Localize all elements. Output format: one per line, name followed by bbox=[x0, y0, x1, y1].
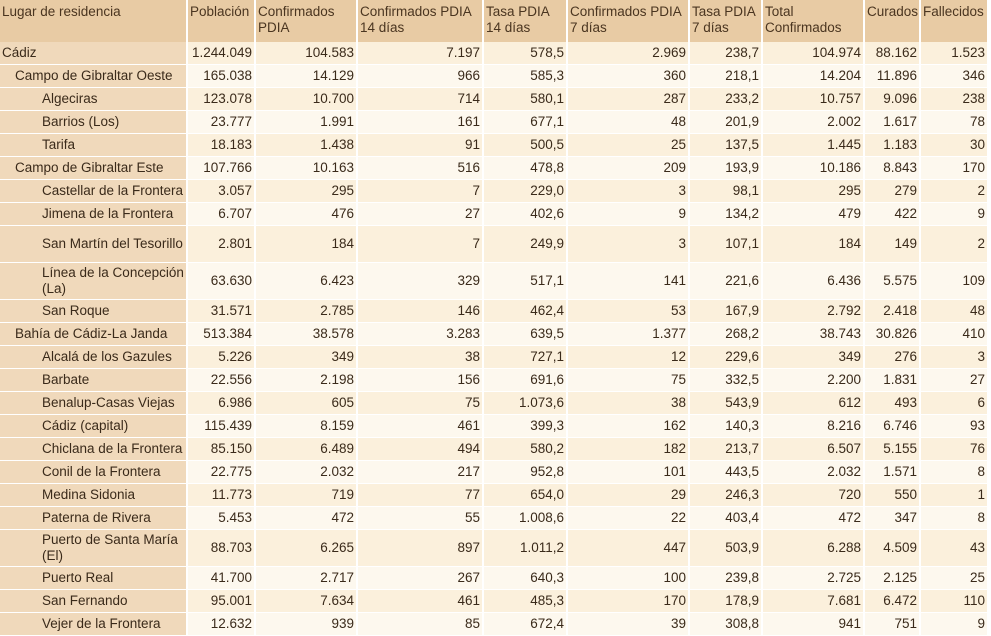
value-cell: 8 bbox=[921, 461, 987, 484]
table-row bbox=[0, 484, 987, 507]
value-cell: 8 bbox=[921, 507, 987, 530]
value-cell: 443,5 bbox=[690, 461, 761, 484]
value-cell: 239,8 bbox=[690, 567, 761, 590]
row-name-cell: Chiclana de la Frontera bbox=[0, 438, 186, 461]
value-cell: 10.700 bbox=[256, 88, 356, 111]
table-row bbox=[0, 369, 987, 392]
value-cell: 167,9 bbox=[690, 300, 761, 323]
value-cell: 493 bbox=[865, 392, 919, 415]
table-row bbox=[0, 461, 987, 484]
value-cell: 182 bbox=[568, 438, 688, 461]
value-cell: 476 bbox=[256, 203, 356, 226]
value-cell: 2.785 bbox=[256, 300, 356, 323]
value-cell: 95.001 bbox=[188, 590, 254, 613]
table-row bbox=[0, 111, 987, 134]
row-name-cell: Medina Sidonia bbox=[0, 484, 186, 507]
value-cell: 161 bbox=[358, 111, 482, 134]
value-cell: 123.078 bbox=[188, 88, 254, 111]
value-cell: 612 bbox=[763, 392, 863, 415]
table-body bbox=[0, 42, 987, 636]
value-cell: 472 bbox=[256, 507, 356, 530]
table-row bbox=[0, 42, 987, 65]
table-row bbox=[0, 203, 987, 226]
value-cell: 7.681 bbox=[763, 590, 863, 613]
value-cell: 1.571 bbox=[865, 461, 919, 484]
value-cell: 346 bbox=[921, 65, 987, 88]
value-cell: 1.991 bbox=[256, 111, 356, 134]
value-cell: 6.436 bbox=[763, 263, 863, 300]
value-cell: 27 bbox=[921, 369, 987, 392]
value-cell: 149 bbox=[865, 226, 919, 263]
value-cell: 640,3 bbox=[484, 567, 566, 590]
value-cell: 8.216 bbox=[763, 415, 863, 438]
column-header[interactable]: Confirmados PDIA 14 días bbox=[358, 0, 482, 42]
value-cell: 41.700 bbox=[188, 567, 254, 590]
value-cell: 5.155 bbox=[865, 438, 919, 461]
value-cell: 727,1 bbox=[484, 346, 566, 369]
value-cell: 229,6 bbox=[690, 346, 761, 369]
table-row bbox=[0, 415, 987, 438]
value-cell: 5.575 bbox=[865, 263, 919, 300]
value-cell: 500,5 bbox=[484, 134, 566, 157]
row-name-cell: San Martín del Tesorillo bbox=[0, 226, 186, 263]
column-header[interactable]: Confirmados PDIA 7 días bbox=[568, 0, 688, 42]
value-cell: 217 bbox=[358, 461, 482, 484]
value-cell: 6.746 bbox=[865, 415, 919, 438]
value-cell: 332,5 bbox=[690, 369, 761, 392]
column-header[interactable]: Tasa PDIA 7 días bbox=[690, 0, 761, 42]
row-name-cell: Cádiz (capital) bbox=[0, 415, 186, 438]
value-cell: 1.617 bbox=[865, 111, 919, 134]
value-cell: 134,2 bbox=[690, 203, 761, 226]
value-cell: 897 bbox=[358, 530, 482, 567]
value-cell: 6.423 bbox=[256, 263, 356, 300]
value-cell: 38.743 bbox=[763, 323, 863, 346]
row-name-cell: San Roque bbox=[0, 300, 186, 323]
value-cell: 3 bbox=[568, 180, 688, 203]
table-row bbox=[0, 134, 987, 157]
value-cell: 12.632 bbox=[188, 613, 254, 636]
value-cell: 2.032 bbox=[256, 461, 356, 484]
value-cell: 25 bbox=[921, 567, 987, 590]
value-cell: 503,9 bbox=[690, 530, 761, 567]
value-cell: 22.775 bbox=[188, 461, 254, 484]
value-cell: 88.703 bbox=[188, 530, 254, 567]
row-name-cell: Puerto de Santa María (El) bbox=[0, 530, 186, 567]
row-name-cell: San Fernando bbox=[0, 590, 186, 613]
table-row bbox=[0, 438, 987, 461]
value-cell: 170 bbox=[568, 590, 688, 613]
value-cell: 85 bbox=[358, 613, 482, 636]
value-cell: 170 bbox=[921, 157, 987, 180]
value-cell: 29 bbox=[568, 484, 688, 507]
value-cell: 1.073,6 bbox=[484, 392, 566, 415]
value-cell: 184 bbox=[763, 226, 863, 263]
value-cell: 1.011,2 bbox=[484, 530, 566, 567]
value-cell: 104.583 bbox=[256, 42, 356, 65]
row-name-cell: Paterna de Rivera bbox=[0, 507, 186, 530]
table-row bbox=[0, 323, 987, 346]
value-cell: 677,1 bbox=[484, 111, 566, 134]
value-cell: 53 bbox=[568, 300, 688, 323]
table-row bbox=[0, 567, 987, 590]
value-cell: 229,0 bbox=[484, 180, 566, 203]
value-cell: 98,1 bbox=[690, 180, 761, 203]
value-cell: 39 bbox=[568, 613, 688, 636]
value-cell: 410 bbox=[921, 323, 987, 346]
value-cell: 140,3 bbox=[690, 415, 761, 438]
row-name-cell: Campo de Gibraltar Oeste bbox=[0, 65, 186, 88]
value-cell: 9 bbox=[568, 203, 688, 226]
value-cell: 7.634 bbox=[256, 590, 356, 613]
value-cell: 5.453 bbox=[188, 507, 254, 530]
table-row bbox=[0, 300, 987, 323]
table-row bbox=[0, 263, 987, 300]
row-name-cell: Vejer de la Frontera bbox=[0, 613, 186, 636]
value-cell: 75 bbox=[358, 392, 482, 415]
value-cell: 461 bbox=[358, 590, 482, 613]
value-cell: 11.773 bbox=[188, 484, 254, 507]
value-cell: 3 bbox=[921, 346, 987, 369]
value-cell: 104.974 bbox=[763, 42, 863, 65]
value-cell: 719 bbox=[256, 484, 356, 507]
value-cell: 6.489 bbox=[256, 438, 356, 461]
row-name-cell: Tarifa bbox=[0, 134, 186, 157]
table-row bbox=[0, 392, 987, 415]
value-cell: 27 bbox=[358, 203, 482, 226]
value-cell: 8.843 bbox=[865, 157, 919, 180]
table-row bbox=[0, 65, 987, 88]
value-cell: 6.288 bbox=[763, 530, 863, 567]
value-cell: 1.831 bbox=[865, 369, 919, 392]
value-cell: 178,9 bbox=[690, 590, 761, 613]
header-row bbox=[0, 0, 987, 42]
value-cell: 30 bbox=[921, 134, 987, 157]
row-name-cell: Benalup-Casas Viejas bbox=[0, 392, 186, 415]
table-row bbox=[0, 180, 987, 203]
row-name-cell: Barbate bbox=[0, 369, 186, 392]
value-cell: 1.438 bbox=[256, 134, 356, 157]
value-cell: 6.472 bbox=[865, 590, 919, 613]
value-cell: 422 bbox=[865, 203, 919, 226]
table-row bbox=[0, 613, 987, 636]
value-cell: 403,4 bbox=[690, 507, 761, 530]
value-cell: 279 bbox=[865, 180, 919, 203]
value-cell: 5.226 bbox=[188, 346, 254, 369]
value-cell: 2.969 bbox=[568, 42, 688, 65]
value-cell: 165.038 bbox=[188, 65, 254, 88]
column-header[interactable]: Total Confirmados bbox=[763, 0, 863, 42]
value-cell: 25 bbox=[568, 134, 688, 157]
value-cell: 517,1 bbox=[484, 263, 566, 300]
row-name-cell: Puerto Real bbox=[0, 567, 186, 590]
value-cell: 9.096 bbox=[865, 88, 919, 111]
row-name-cell: Jimena de la Frontera bbox=[0, 203, 186, 226]
value-cell: 966 bbox=[358, 65, 482, 88]
value-cell: 939 bbox=[256, 613, 356, 636]
value-cell: 1.523 bbox=[921, 42, 987, 65]
value-cell: 639,5 bbox=[484, 323, 566, 346]
value-cell: 48 bbox=[921, 300, 987, 323]
value-cell: 2.792 bbox=[763, 300, 863, 323]
value-cell: 88.162 bbox=[865, 42, 919, 65]
value-cell: 1.445 bbox=[763, 134, 863, 157]
value-cell: 91 bbox=[358, 134, 482, 157]
value-cell: 209 bbox=[568, 157, 688, 180]
table-row bbox=[0, 346, 987, 369]
value-cell: 109 bbox=[921, 263, 987, 300]
value-cell: 2.032 bbox=[763, 461, 863, 484]
value-cell: 1 bbox=[921, 484, 987, 507]
value-cell: 14.204 bbox=[763, 65, 863, 88]
value-cell: 513.384 bbox=[188, 323, 254, 346]
table-row bbox=[0, 507, 987, 530]
value-cell: 31.571 bbox=[188, 300, 254, 323]
value-cell: 3.283 bbox=[358, 323, 482, 346]
value-cell: 23.777 bbox=[188, 111, 254, 134]
value-cell: 201,9 bbox=[690, 111, 761, 134]
value-cell: 2.198 bbox=[256, 369, 356, 392]
column-header[interactable]: Fallecidos bbox=[921, 0, 987, 42]
value-cell: 107.766 bbox=[188, 157, 254, 180]
value-cell: 672,4 bbox=[484, 613, 566, 636]
value-cell: 7.197 bbox=[358, 42, 482, 65]
value-cell: 14.129 bbox=[256, 65, 356, 88]
value-cell: 941 bbox=[763, 613, 863, 636]
value-cell: 238,7 bbox=[690, 42, 761, 65]
value-cell: 2 bbox=[921, 226, 987, 263]
value-cell: 2.125 bbox=[865, 567, 919, 590]
row-name-cell: Línea de la Concepción (La) bbox=[0, 263, 186, 300]
value-cell: 22 bbox=[568, 507, 688, 530]
value-cell: 10.757 bbox=[763, 88, 863, 111]
value-cell: 6.707 bbox=[188, 203, 254, 226]
value-cell: 360 bbox=[568, 65, 688, 88]
value-cell: 461 bbox=[358, 415, 482, 438]
value-cell: 93 bbox=[921, 415, 987, 438]
value-cell: 516 bbox=[358, 157, 482, 180]
value-cell: 1.008,6 bbox=[484, 507, 566, 530]
value-cell: 141 bbox=[568, 263, 688, 300]
value-cell: 63.630 bbox=[188, 263, 254, 300]
value-cell: 402,6 bbox=[484, 203, 566, 226]
value-cell: 6 bbox=[921, 392, 987, 415]
value-cell: 8.159 bbox=[256, 415, 356, 438]
value-cell: 550 bbox=[865, 484, 919, 507]
value-cell: 75 bbox=[568, 369, 688, 392]
value-cell: 146 bbox=[358, 300, 482, 323]
value-cell: 276 bbox=[865, 346, 919, 369]
value-cell: 447 bbox=[568, 530, 688, 567]
column-header[interactable]: Tasa PDIA 14 días bbox=[484, 0, 566, 42]
value-cell: 10.186 bbox=[763, 157, 863, 180]
row-name-cell: Conil de la Frontera bbox=[0, 461, 186, 484]
value-cell: 238 bbox=[921, 88, 987, 111]
value-cell: 6.265 bbox=[256, 530, 356, 567]
value-cell: 107,1 bbox=[690, 226, 761, 263]
value-cell: 308,8 bbox=[690, 613, 761, 636]
value-cell: 7 bbox=[358, 226, 482, 263]
value-cell: 137,5 bbox=[690, 134, 761, 157]
value-cell: 751 bbox=[865, 613, 919, 636]
value-cell: 3.057 bbox=[188, 180, 254, 203]
value-cell: 213,7 bbox=[690, 438, 761, 461]
row-name-cell: Alcalá de los Gazules bbox=[0, 346, 186, 369]
value-cell: 22.556 bbox=[188, 369, 254, 392]
value-cell: 101 bbox=[568, 461, 688, 484]
value-cell: 156 bbox=[358, 369, 482, 392]
table-row bbox=[0, 157, 987, 180]
value-cell: 485,3 bbox=[484, 590, 566, 613]
row-name-cell: Campo de Gibraltar Este bbox=[0, 157, 186, 180]
value-cell: 349 bbox=[763, 346, 863, 369]
value-cell: 295 bbox=[763, 180, 863, 203]
value-cell: 654,0 bbox=[484, 484, 566, 507]
value-cell: 585,3 bbox=[484, 65, 566, 88]
column-header[interactable]: Confirmados PDIA bbox=[256, 0, 356, 42]
value-cell: 4.509 bbox=[865, 530, 919, 567]
value-cell: 714 bbox=[358, 88, 482, 111]
value-cell: 48 bbox=[568, 111, 688, 134]
value-cell: 249,9 bbox=[484, 226, 566, 263]
value-cell: 9 bbox=[921, 613, 987, 636]
value-cell: 7 bbox=[358, 180, 482, 203]
value-cell: 10.163 bbox=[256, 157, 356, 180]
value-cell: 691,6 bbox=[484, 369, 566, 392]
value-cell: 268,2 bbox=[690, 323, 761, 346]
value-cell: 479 bbox=[763, 203, 863, 226]
value-cell: 76 bbox=[921, 438, 987, 461]
value-cell: 12 bbox=[568, 346, 688, 369]
value-cell: 543,9 bbox=[690, 392, 761, 415]
value-cell: 952,8 bbox=[484, 461, 566, 484]
value-cell: 193,9 bbox=[690, 157, 761, 180]
row-name-cell: Algeciras bbox=[0, 88, 186, 111]
row-name-cell: Barrios (Los) bbox=[0, 111, 186, 134]
value-cell: 77 bbox=[358, 484, 482, 507]
value-cell: 9 bbox=[921, 203, 987, 226]
value-cell: 2.200 bbox=[763, 369, 863, 392]
value-cell: 38.578 bbox=[256, 323, 356, 346]
value-cell: 399,3 bbox=[484, 415, 566, 438]
value-cell: 110 bbox=[921, 590, 987, 613]
value-cell: 6.986 bbox=[188, 392, 254, 415]
value-cell: 2.002 bbox=[763, 111, 863, 134]
value-cell: 30.826 bbox=[865, 323, 919, 346]
value-cell: 115.439 bbox=[188, 415, 254, 438]
row-name-cell: Castellar de la Frontera bbox=[0, 180, 186, 203]
value-cell: 38 bbox=[568, 392, 688, 415]
value-cell: 246,3 bbox=[690, 484, 761, 507]
value-cell: 347 bbox=[865, 507, 919, 530]
value-cell: 349 bbox=[256, 346, 356, 369]
value-cell: 329 bbox=[358, 263, 482, 300]
value-cell: 18.183 bbox=[188, 134, 254, 157]
table-row bbox=[0, 226, 987, 263]
value-cell: 100 bbox=[568, 567, 688, 590]
table-row bbox=[0, 590, 987, 613]
value-cell: 233,2 bbox=[690, 88, 761, 111]
value-cell: 85.150 bbox=[188, 438, 254, 461]
value-cell: 43 bbox=[921, 530, 987, 567]
value-cell: 2 bbox=[921, 180, 987, 203]
value-cell: 267 bbox=[358, 567, 482, 590]
value-cell: 1.377 bbox=[568, 323, 688, 346]
column-header[interactable]: Lugar de residencia bbox=[0, 0, 186, 42]
value-cell: 2.717 bbox=[256, 567, 356, 590]
value-cell: 11.896 bbox=[865, 65, 919, 88]
value-cell: 494 bbox=[358, 438, 482, 461]
value-cell: 295 bbox=[256, 180, 356, 203]
value-cell: 218,1 bbox=[690, 65, 761, 88]
value-cell: 478,8 bbox=[484, 157, 566, 180]
table-row bbox=[0, 88, 987, 111]
value-cell: 578,5 bbox=[484, 42, 566, 65]
value-cell: 580,1 bbox=[484, 88, 566, 111]
value-cell: 1.244.049 bbox=[188, 42, 254, 65]
column-header[interactable]: Curados bbox=[865, 0, 919, 42]
value-cell: 287 bbox=[568, 88, 688, 111]
value-cell: 38 bbox=[358, 346, 482, 369]
value-cell: 605 bbox=[256, 392, 356, 415]
table-row bbox=[0, 530, 987, 567]
value-cell: 472 bbox=[763, 507, 863, 530]
value-cell: 184 bbox=[256, 226, 356, 263]
row-name-cell: Bahía de Cádiz-La Janda bbox=[0, 323, 186, 346]
column-header[interactable]: Población bbox=[188, 0, 254, 42]
value-cell: 162 bbox=[568, 415, 688, 438]
value-cell: 2.801 bbox=[188, 226, 254, 263]
value-cell: 78 bbox=[921, 111, 987, 134]
value-cell: 3 bbox=[568, 226, 688, 263]
value-cell: 2.725 bbox=[763, 567, 863, 590]
value-cell: 462,4 bbox=[484, 300, 566, 323]
value-cell: 580,2 bbox=[484, 438, 566, 461]
row-name-cell: Cádiz bbox=[0, 42, 186, 65]
value-cell: 2.418 bbox=[865, 300, 919, 323]
value-cell: 1.183 bbox=[865, 134, 919, 157]
value-cell: 6.507 bbox=[763, 438, 863, 461]
value-cell: 55 bbox=[358, 507, 482, 530]
value-cell: 720 bbox=[763, 484, 863, 507]
value-cell: 221,6 bbox=[690, 263, 761, 300]
